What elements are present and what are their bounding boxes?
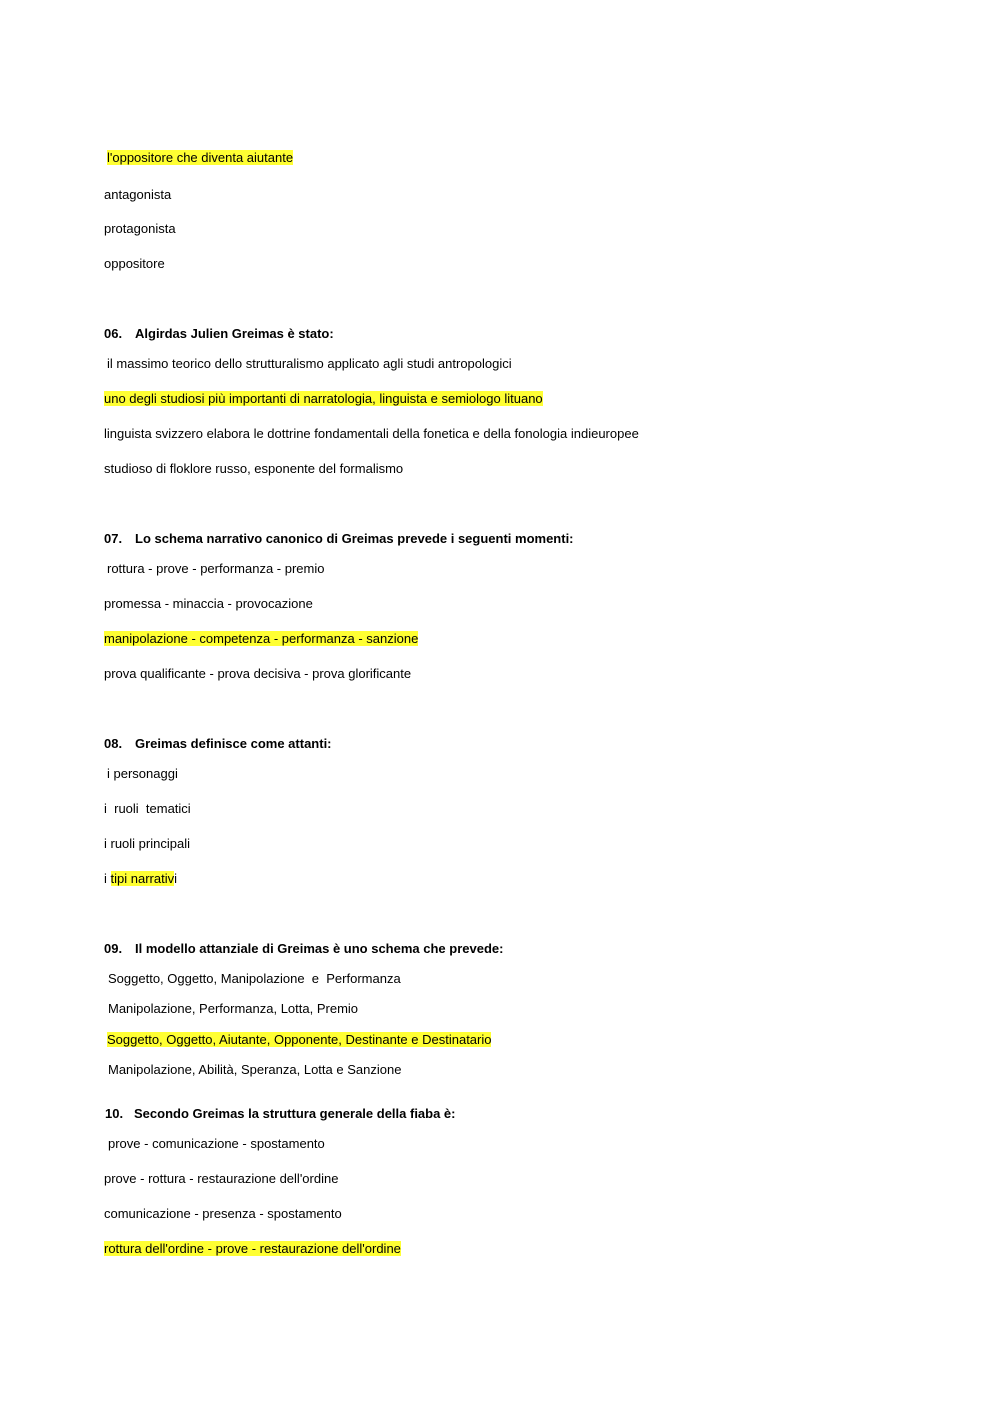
option-highlighted: [104, 390, 543, 408]
option: Manipolazione, Performanza, Lotta, Premio: [108, 1001, 359, 1016]
option: Soggetto, Oggetto, Manipolazione e Performanza: [108, 971, 401, 986]
question-text: Algirdas Julien Greimas è stato:: [135, 326, 334, 341]
question-number: 08.: [104, 736, 123, 751]
question-09: [104, 940, 503, 958]
option-text: tipi narrativ: [110, 871, 175, 886]
question-text: Il modello attanziale di Greimas è uno schema che prevede:: [135, 941, 504, 956]
option: i personaggi: [107, 766, 178, 781]
option-text: uno degli studiosi più importanti di narratologia, linguista e semiologo lituano: [104, 391, 543, 406]
option: il massimo teorico dello strutturalismo applicato agli studi antropologici: [107, 356, 512, 371]
option: studioso di floklore russo, esponente del formalismo: [104, 461, 404, 476]
option: linguista svizzero elabora le dottrine fondamentali della fonetica e della fonologia indieuropee: [104, 426, 639, 441]
question-07: [104, 530, 574, 548]
option-text: rottura dell'ordine - prove - restaurazione dell'ordine: [104, 1241, 401, 1256]
question-text: Lo schema narrativo canonico di Greimas prevede i seguenti momenti:: [135, 531, 574, 546]
option: rottura - prove - performanza - premio: [107, 561, 325, 576]
option: prove - rottura - restaurazione dell'ordine: [104, 1171, 339, 1186]
question-08: [104, 735, 332, 753]
option: antagonista: [104, 187, 172, 202]
option-highlighted: [104, 1240, 401, 1258]
option-suffix: i: [174, 871, 177, 886]
question-text: Secondo Greimas la struttura generale della fiaba è:: [134, 1106, 456, 1121]
option-text: Soggetto, Oggetto, Aiutante, Opponente, Destinante e Destinatario: [107, 1032, 492, 1047]
question-number: 06.: [104, 326, 123, 341]
question-06: [104, 325, 334, 343]
option-highlighted: [107, 149, 293, 167]
option: oppositore: [104, 256, 165, 271]
option: promessa - minaccia - provocazione: [104, 596, 313, 611]
question-number: 09.: [104, 941, 123, 956]
option-text: l'oppositore che diventa aiutante: [107, 150, 294, 165]
question-number: 10.: [105, 1106, 124, 1121]
option-text: manipolazione - competenza - performanza - sanzione: [104, 631, 419, 646]
option-highlighted: [104, 630, 418, 648]
question-text: Greimas definisce come attanti:: [135, 736, 332, 751]
option: i ruoli tematici: [104, 801, 191, 816]
option: i ruoli principali: [104, 836, 190, 851]
option: prova qualificante - prova decisiva - prova glorificante: [104, 666, 412, 681]
option: protagonista: [104, 221, 176, 236]
option-highlighted: [104, 870, 177, 888]
option-prefix: i: [104, 871, 111, 886]
option: comunicazione - presenza - spostamento: [104, 1206, 342, 1221]
option: prove - comunicazione - spostamento: [108, 1136, 325, 1151]
question-number: 07.: [104, 531, 123, 546]
option: Manipolazione, Abilità, Speranza, Lotta e Sanzione: [108, 1062, 402, 1077]
option-highlighted: [107, 1031, 491, 1049]
question-10: [105, 1105, 456, 1123]
